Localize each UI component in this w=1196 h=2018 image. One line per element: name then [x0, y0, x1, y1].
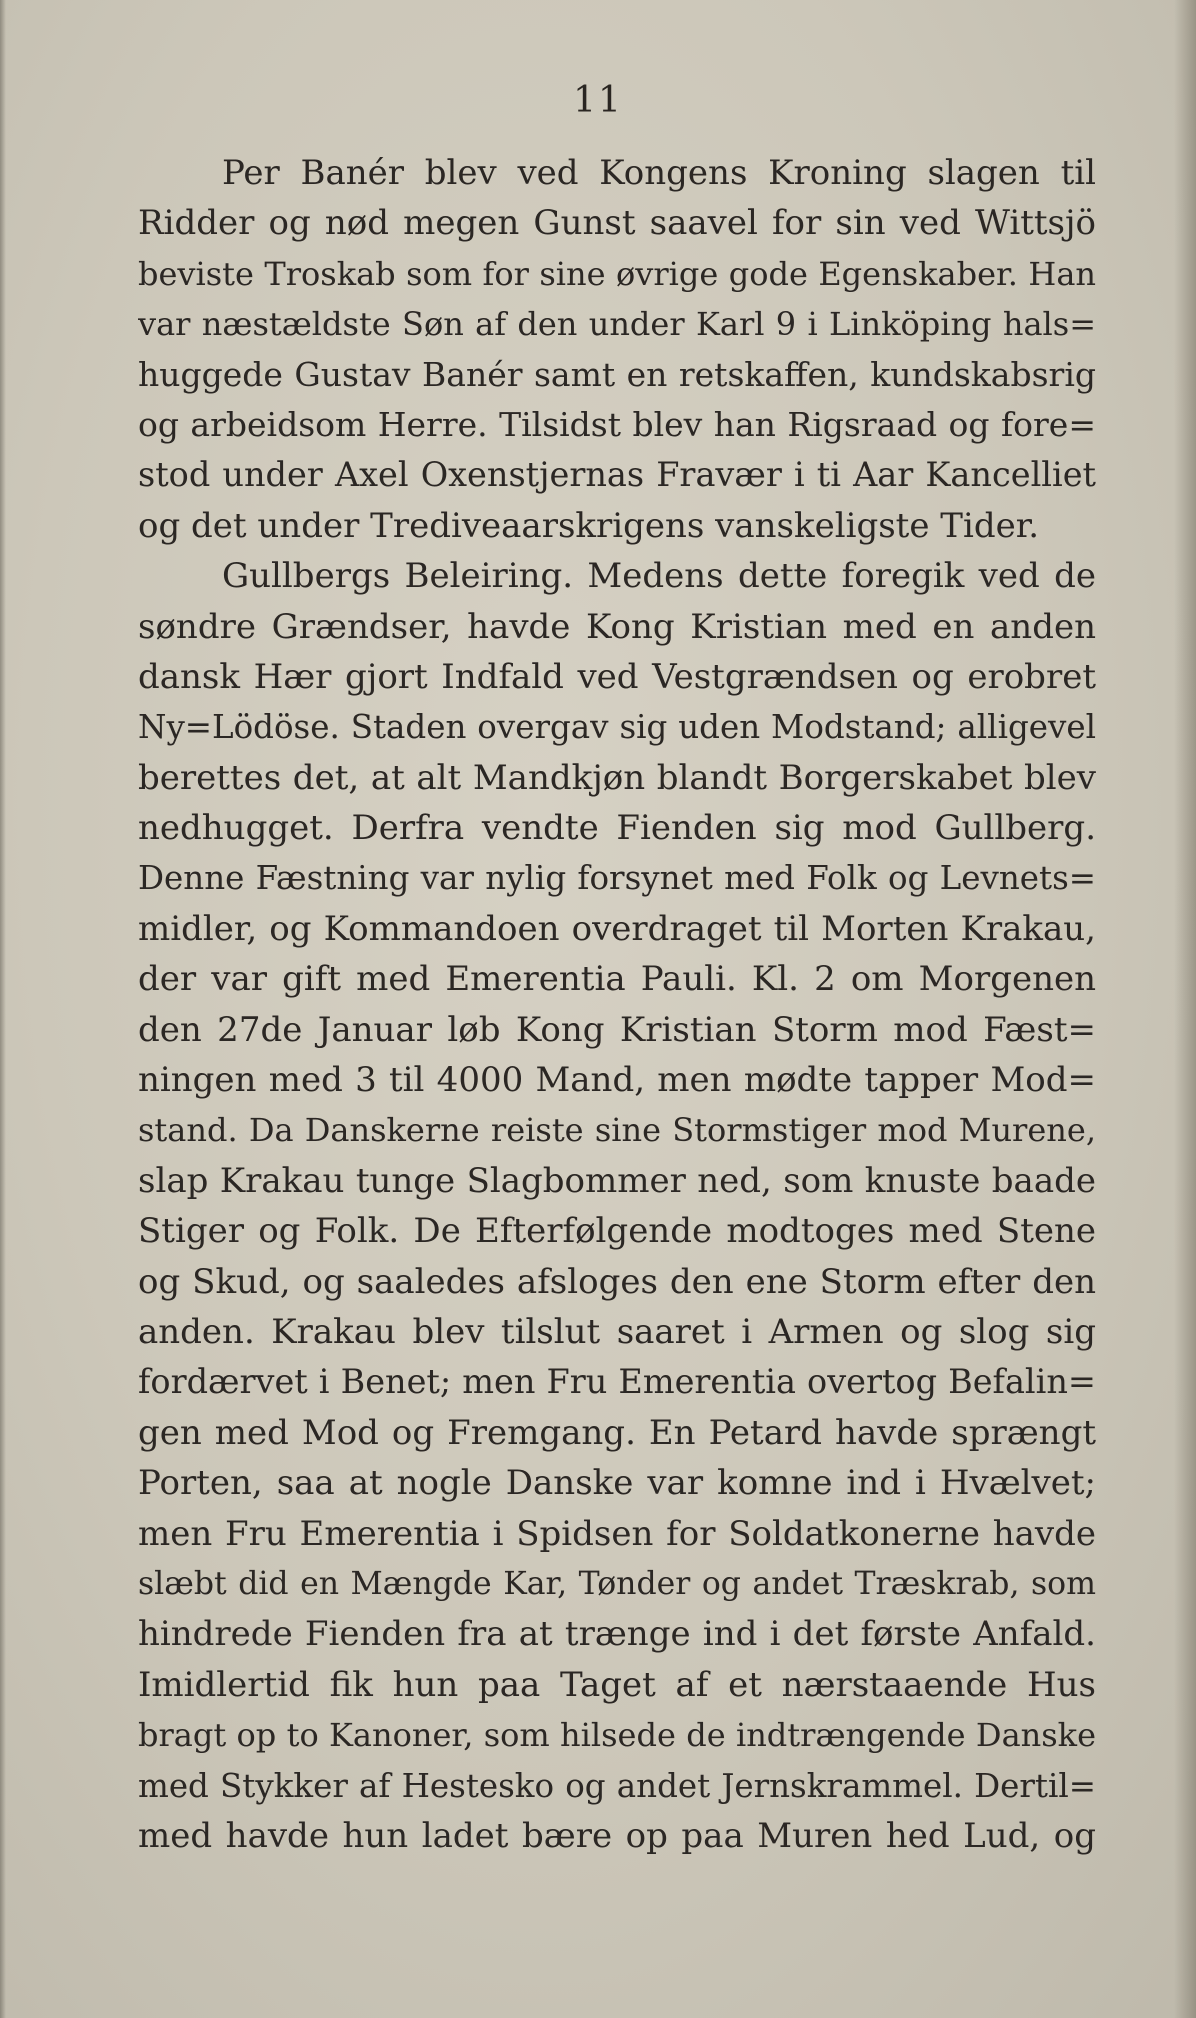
text-line: ningen med 3 til 4000 Mand, men mødte tapper Mod=	[138, 1060, 1096, 1101]
text-line: og Skud, og saaledes afsloges den ene Storm efter den	[138, 1261, 1096, 1302]
text-line: Stiger og Folk. De Efterfølgende modtoges med Stene	[138, 1211, 1096, 1252]
text-line: den 27de Januar løb Kong Kristian Storm mod Fæst=	[138, 1009, 1096, 1050]
text-line: Ny=Lödöse. Staden overgav sig uden Modstand; alligevel	[138, 708, 1096, 747]
text-line: hindrede Fienden fra at trænge ind i det første Anfald.	[138, 1614, 1096, 1655]
text-line: og det under Trediveaarskrigens vanskeligste Tider.	[138, 505, 1040, 546]
text-line: midler, og Kommandoen overdraget til Morten Krakau,	[138, 908, 1096, 949]
text-line: slap Krakau tunge Slagbommer ned, som knuste baade	[138, 1160, 1096, 1201]
text-line: stod under Axel Oxenstjernas Fravær i ti Aar Kancelliet	[138, 455, 1096, 495]
text-line: Porten, saa at nogle Danske var komne ind i Hvælvet;	[138, 1463, 1096, 1504]
text-line: gen med Mod og Fremgang. En Petard havde sprængt	[138, 1412, 1096, 1453]
text-line: Denne Fæstning var nylig forsynet med Folk og Levnets=	[138, 859, 1096, 898]
text-line: med Stykker af Hestesko og andet Jernskrammel. Dertil=	[138, 1766, 1096, 1805]
text-line: anden. Krakau blev tilslut saaret i Armen og slog sig	[138, 1311, 1096, 1352]
text-line: søndre Grændser, havde Kong Kristian med en anden	[138, 606, 1096, 647]
text-line: der var gift med Emerentia Pauli. Kl. 2 om Morgenen	[138, 959, 1096, 1000]
text-line: Imidlertid fik hun paa Taget af et nærstaaende Hus	[138, 1664, 1096, 1705]
text-line: huggede Gustav Banér samt en retskaffen, kundskabsrig	[138, 354, 1096, 394]
text-line: berettes det, at alt Mandkjøn blandt Borgerskabet blev	[138, 757, 1096, 798]
text-line: stand. Da Danskerne reiste sine Stormstiger mod Murene,	[138, 1111, 1096, 1150]
text-line: var næstældste Søn af den under Karl 9 i Linköping hals=	[138, 305, 1096, 344]
text-line: og arbeidsom Herre. Tilsidst blev han Rigsraad og fore=	[138, 404, 1096, 444]
text-line: beviste Troskab som for sine øvrige gode Egenskaber. Han	[138, 254, 1096, 293]
text-line: bragt op to Kanoner, som hilsede de indtrængende Danske	[138, 1716, 1096, 1755]
text-line: dansk Hær gjort Indfald ved Vestgrændsen og erobret	[138, 656, 1096, 697]
page-left-shadow	[0, 0, 6, 2018]
text-line: men Fru Emerentia i Spidsen for Soldatkonerne havde	[138, 1513, 1096, 1554]
text-line: Per Banér blev ved Kongens Kroning slagen til	[222, 153, 1096, 193]
section-heading-line: Gullbergs Beleiring. Medens dette foregik ved de	[222, 556, 1096, 597]
text-line: slæbt did en Mængde Kar, Tønder og andet Træskrab, som	[138, 1565, 1096, 1602]
page-right-shadow	[1174, 0, 1196, 2018]
text-line: fordærvet i Benet; men Fru Emerentia overtog Befalin=	[138, 1362, 1096, 1402]
text-line: nedhugget. Derfra vendte Fienden sig mod Gullberg.	[138, 808, 1096, 849]
text-line: Ridder og nød megen Gunst saavel for sin ved Wittsjö	[138, 203, 1096, 244]
body-text	[138, 148, 1096, 1861]
text-line: med havde hun ladet bære op paa Muren hed Lud, og	[138, 1815, 1096, 1856]
page-number: 11	[573, 80, 623, 121]
